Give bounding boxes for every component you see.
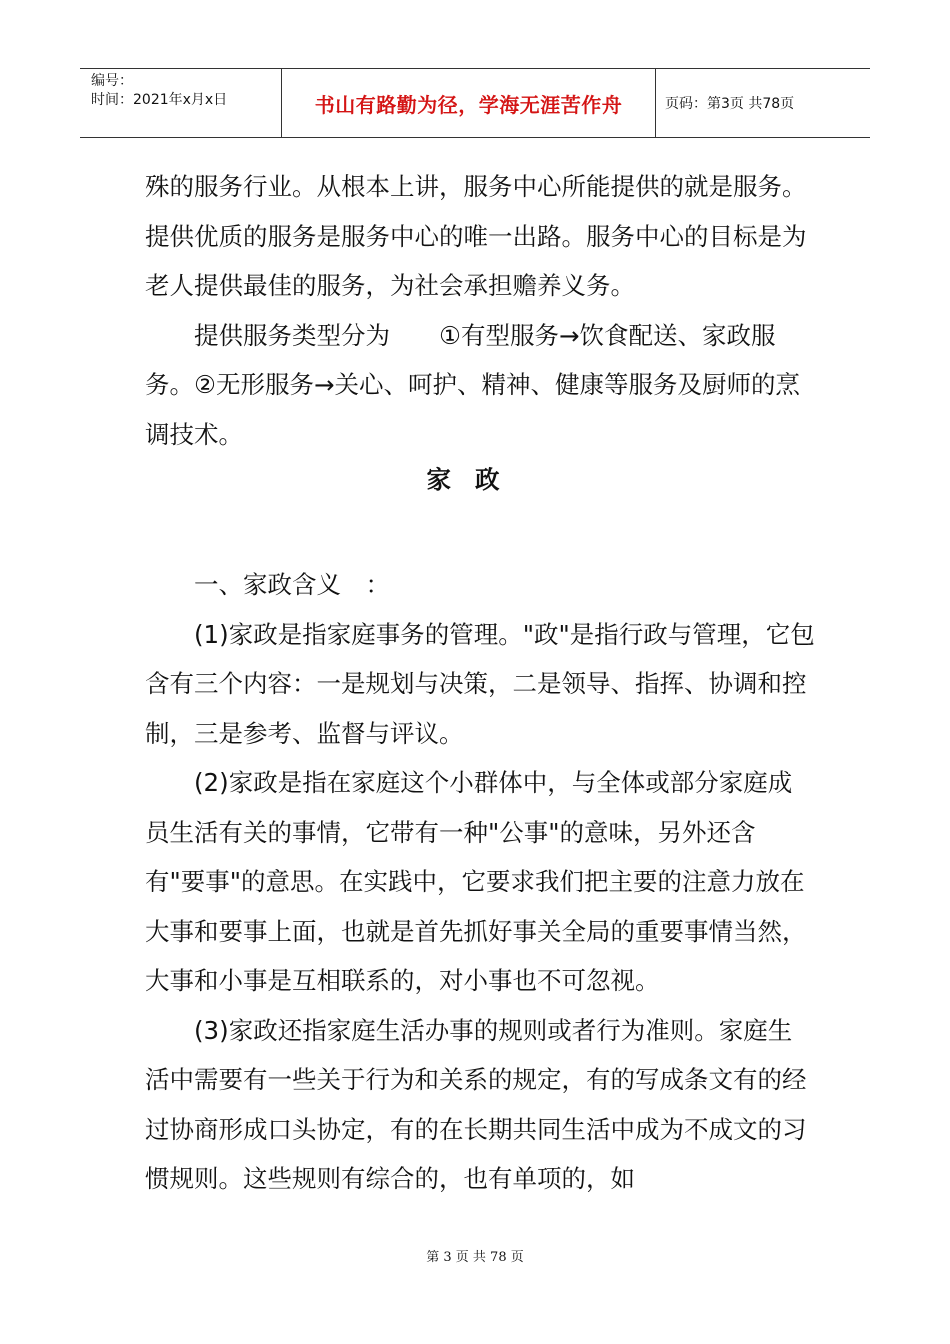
header-page-cell bbox=[656, 69, 870, 137]
page-footer: 第 3 页 共 78 页 bbox=[426, 1250, 524, 1265]
motto: 书山有路勤为径，学海无涯苦作舟 bbox=[314, 92, 623, 117]
time-label: 时间：2021年x月x日 bbox=[91, 92, 228, 108]
paragraph: 殊的服务行业。从根本上讲，服务中心所能提供的就是服务。提供优质的服务是服务中心的唯一出路。服务中心的目标是为老人提供最佳的服务，为社会承担赡养义务。 bbox=[145, 172, 807, 300]
number-label: 编号： bbox=[91, 73, 133, 89]
paragraph: (2)家政是指在家庭这个小群体中，与全体或部分家庭成员生活有关的事情，它带有一种"公事"的意味，另外还含有"要事"的意思。在实践中，它要求我们把主要的注意力放在大事和要事上面，也就是首先抓好事关全局的重要事情当然，大事和小事是互相联系的，对小事也不可忽视。 bbox=[145, 768, 807, 995]
header-motto-cell bbox=[281, 69, 656, 137]
header-left-cell bbox=[80, 69, 280, 137]
page-info: 页码：第3页 共78页 bbox=[665, 96, 795, 112]
paragraph: (1)家政是指家庭事务的管理。"政"是指行政与管理，它包含有三个内容：一是规划与决策，二是领导、指挥、协调和控制，三是参考、监督与评议。 bbox=[145, 619, 815, 748]
section-heading: 家政 bbox=[426, 465, 524, 494]
section-text bbox=[145, 560, 815, 1204]
subheading: 一、家政含义 ： bbox=[194, 570, 390, 599]
page-header bbox=[80, 68, 870, 138]
intro-text bbox=[145, 162, 815, 459]
paragraph: 提供服务类型分为 ①有型服务→饮食配送、家政服务。②无形服务→关心、呵护、精神、健康等服务及厨师的烹调技术。 bbox=[145, 320, 800, 449]
paragraph: (3)家政还指家庭生活办事的规则或者行为准则。家庭生活中需要有一些关于行为和关系的规定，有的写成条文有的经过协商形成口头协定，有的在长期共同生活中成为不成文的习惯规则。这些规则有综合的，也有单项的，如 bbox=[145, 1015, 807, 1193]
